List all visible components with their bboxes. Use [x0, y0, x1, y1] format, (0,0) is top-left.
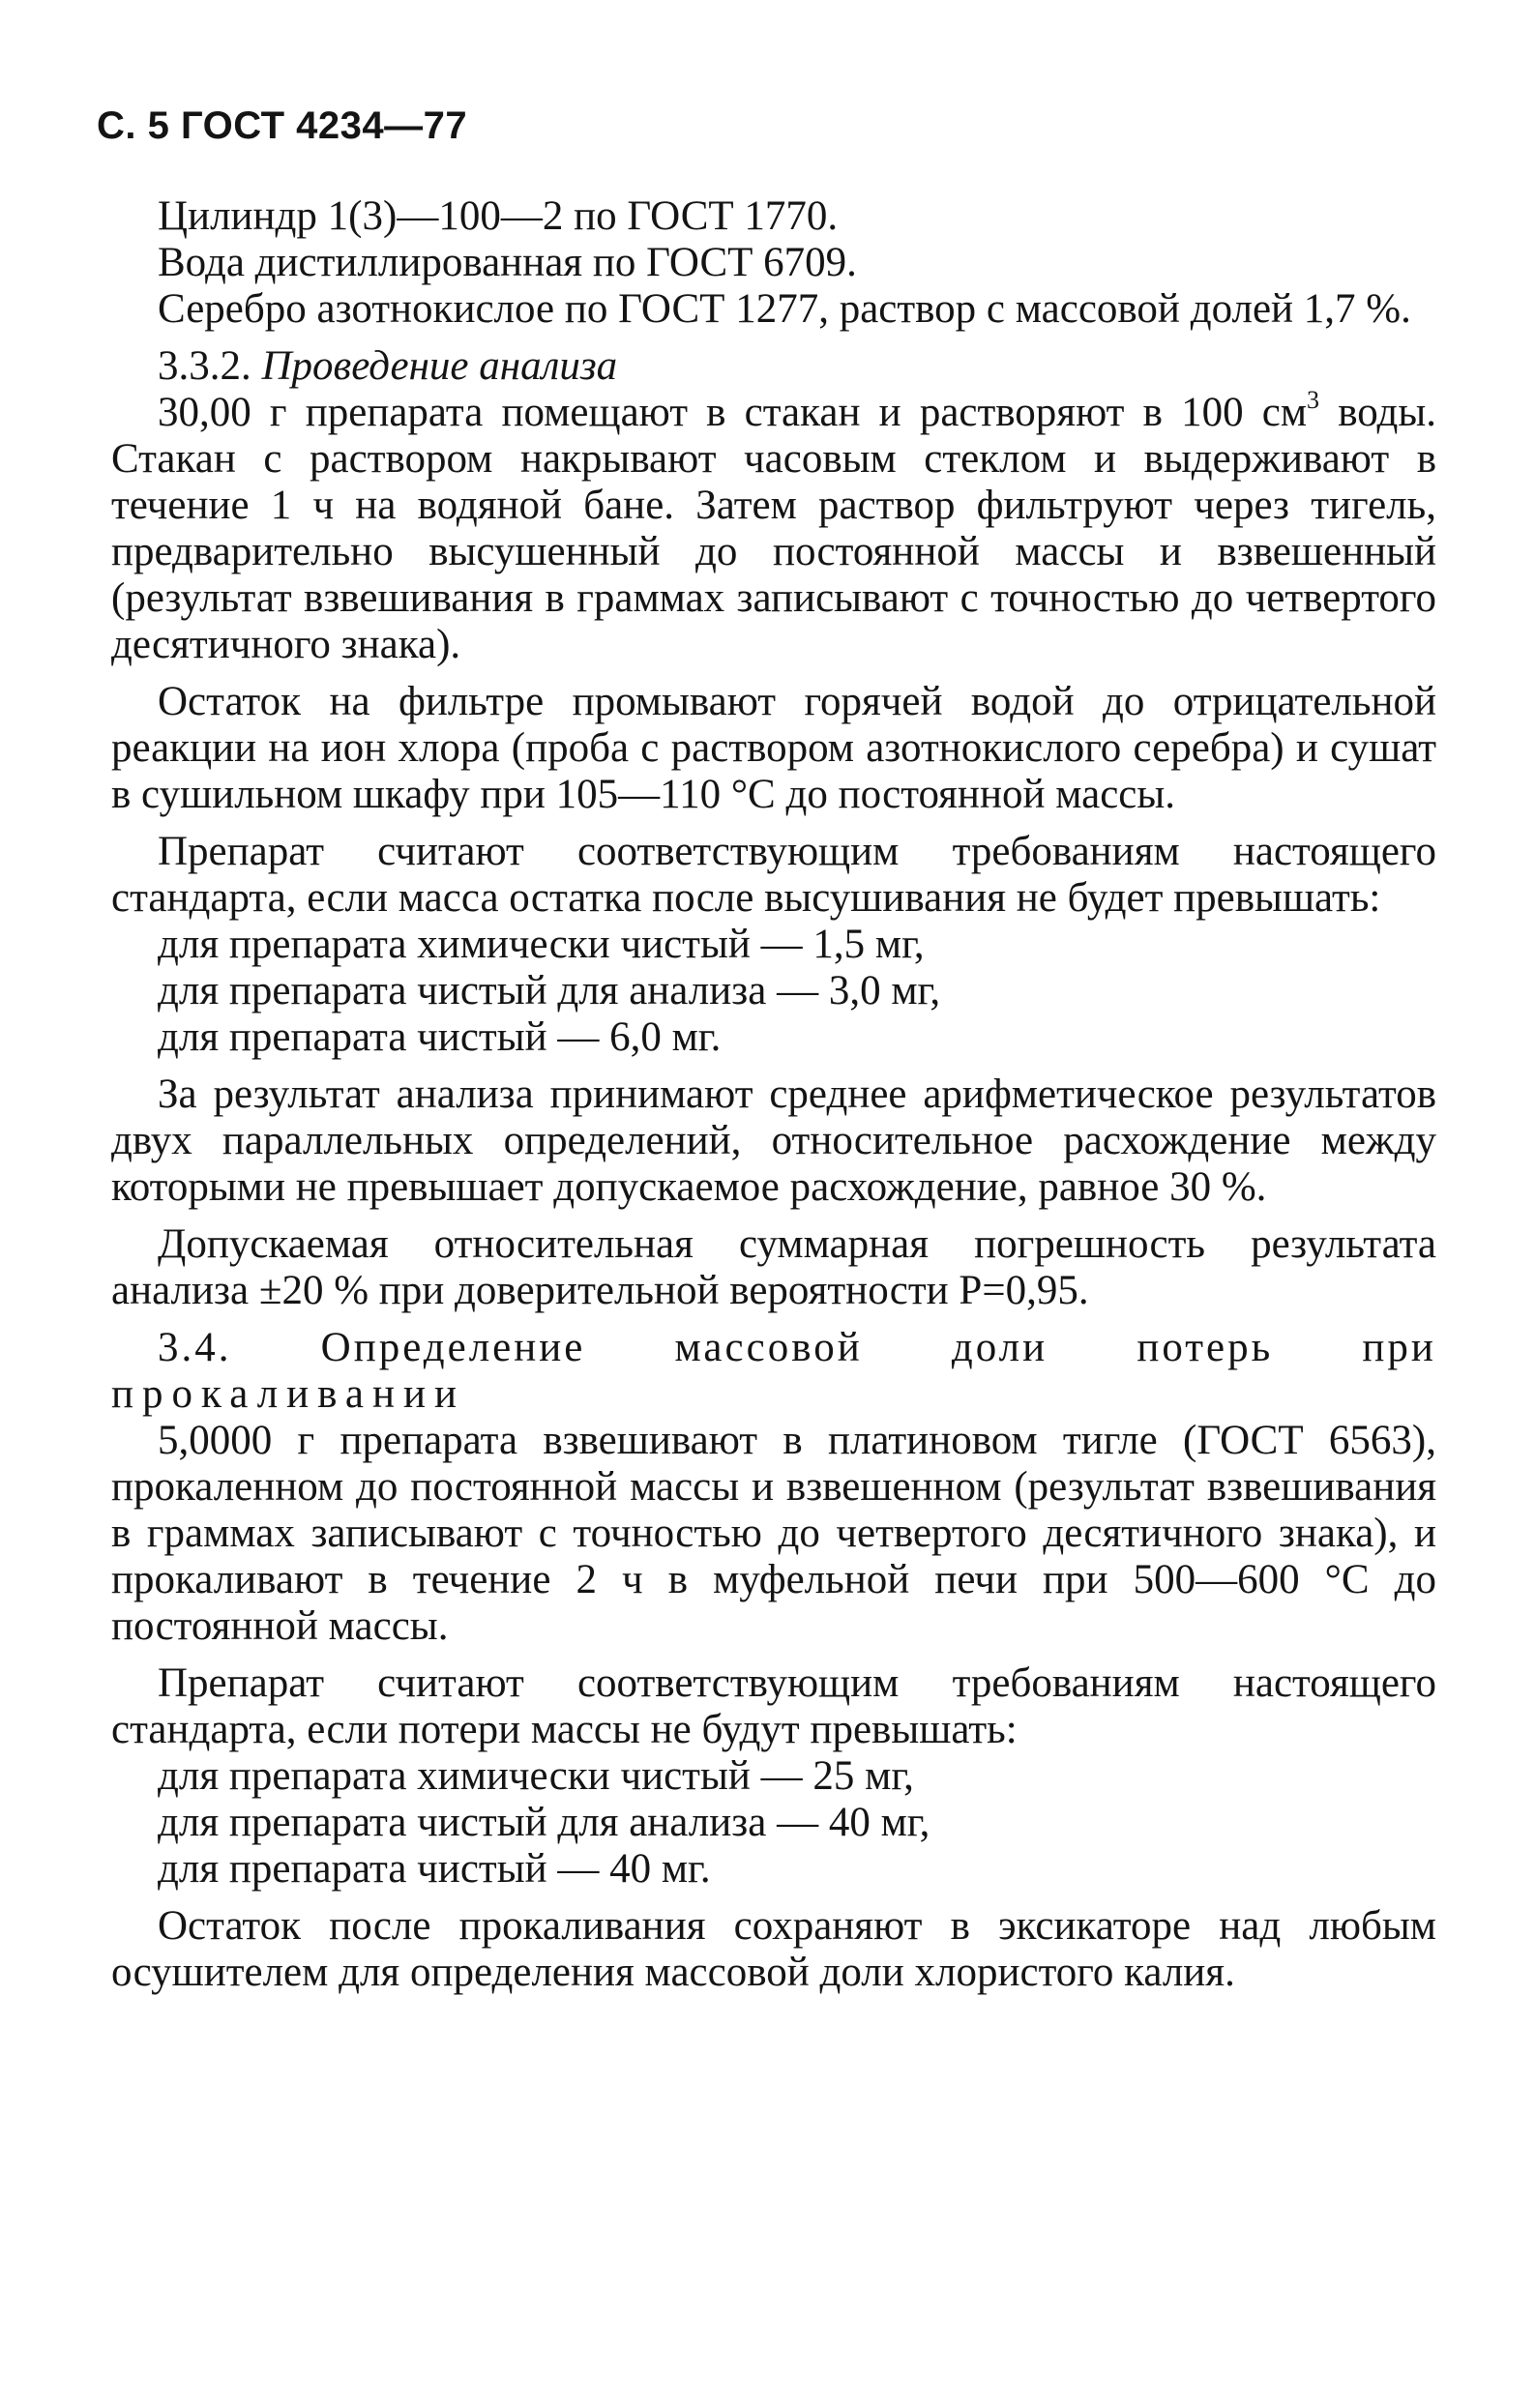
- reagent-line-silver-nitrate: Серебро азотнокислое по ГОСТ 1277, раствор с массовой долей 1,7 %.: [158, 286, 1411, 332]
- document-body: [111, 193, 1436, 1996]
- paragraph-residue-criteria: Препарат считают соответствующим требованиям настоящего стандарта, если масса остатка после высушивания не будет превышать:: [111, 829, 1436, 921]
- list-item-residue-chem-pure: для препарата химически чистый — 1,5 мг,: [158, 922, 925, 967]
- superscript: 3: [1307, 386, 1320, 414]
- section-title-continuation: прокаливании: [111, 1371, 466, 1417]
- list-item-residue-pure: для препарата чистый — 6,0 мг.: [158, 1014, 722, 1060]
- paragraph-procedure-text-b: воды. Стакан с раствором накрывают часовым стеклом и выдерживают в течение 1 ч на водяной бане. Затем раствор фильтруют через тигель, предварительно высушенный до постоянной массы и взвешенный (результат взвешивания в граммах записывают с точностью до четвертого десятичного знака).: [111, 390, 1437, 667]
- section-title-word: потерь: [1136, 1325, 1274, 1370]
- list-item-loss-pure: для препарата чистый — 40 мг.: [158, 1846, 711, 1892]
- section-title: Проведение анализа: [261, 343, 618, 389]
- section-heading-3-4: [111, 1325, 1436, 1371]
- section-title-word: доли: [951, 1325, 1048, 1370]
- section-title-word: при: [1362, 1325, 1436, 1370]
- paragraph-result: За результат анализа принимают среднее арифметическое результатов двух параллельных определений, относительное расхождение между которыми не превышает допускаемое расхождение, равное 30 %.: [111, 1072, 1436, 1210]
- section-heading-3-3-2: [111, 343, 1436, 390]
- list-item-residue-analysis-pure: для препарата чистый для анализа — 3,0 мг,: [158, 968, 941, 1013]
- paragraph-calcination: 5,0000 г препарата взвешивают в платиновом тигле (ГОСТ 6563), прокаленном до постоянной массы и взвешенном (результат взвешивания в граммах записывают с точностью до четвертого десятичного знака), и прокаливают в течение 2 ч в муфельной печи при 500—600 °С до постоянной массы.: [111, 1418, 1436, 1649]
- list-item-loss-analysis-pure: для препарата чистый для анализа — 40 мг,: [158, 1800, 930, 1845]
- paragraph-procedure-text-a: 30,00 г препарата помещают в стакан и растворяют в 100 см: [158, 390, 1308, 435]
- list-item-loss-chem-pure: для препарата химически чистый — 25 мг,: [158, 1753, 914, 1799]
- paragraph-error: Допускаемая относительная суммарная погрешность результата анализа ±20 % при доверительной вероятности Р=0,95.: [111, 1221, 1436, 1313]
- section-title-word: Определение: [320, 1325, 586, 1370]
- section-title-word: массовой: [674, 1325, 863, 1370]
- paragraph-residue-washing: Остаток на фильтре промывают горячей водой до отрицательной реакции на ион хлора (проба с раствором азотнокислого серебра) и сушат в сушильном шкафу при 105—110 °С до постоянной массы.: [111, 679, 1436, 817]
- section-number: 3.3.2.: [158, 343, 251, 389]
- page-header: С. 5 ГОСТ 4234—77: [97, 104, 468, 147]
- paragraph-storage: Остаток после прокаливания сохраняют в эксикаторе над любым осушителем для определения массовой доли хлористого калия.: [111, 1903, 1436, 1995]
- reagent-line-water: Вода дистиллированная по ГОСТ 6709.: [158, 240, 857, 285]
- section-number: 3.4.: [158, 1325, 232, 1370]
- paragraph-loss-criteria: Препарат считают соответствующим требованиям настоящего стандарта, если потери массы не будут превышать:: [111, 1660, 1436, 1752]
- paragraph-procedure: [111, 386, 1437, 668]
- equipment-line-cylinder: Цилиндр 1(3)—100—2 по ГОСТ 1770.: [158, 193, 839, 239]
